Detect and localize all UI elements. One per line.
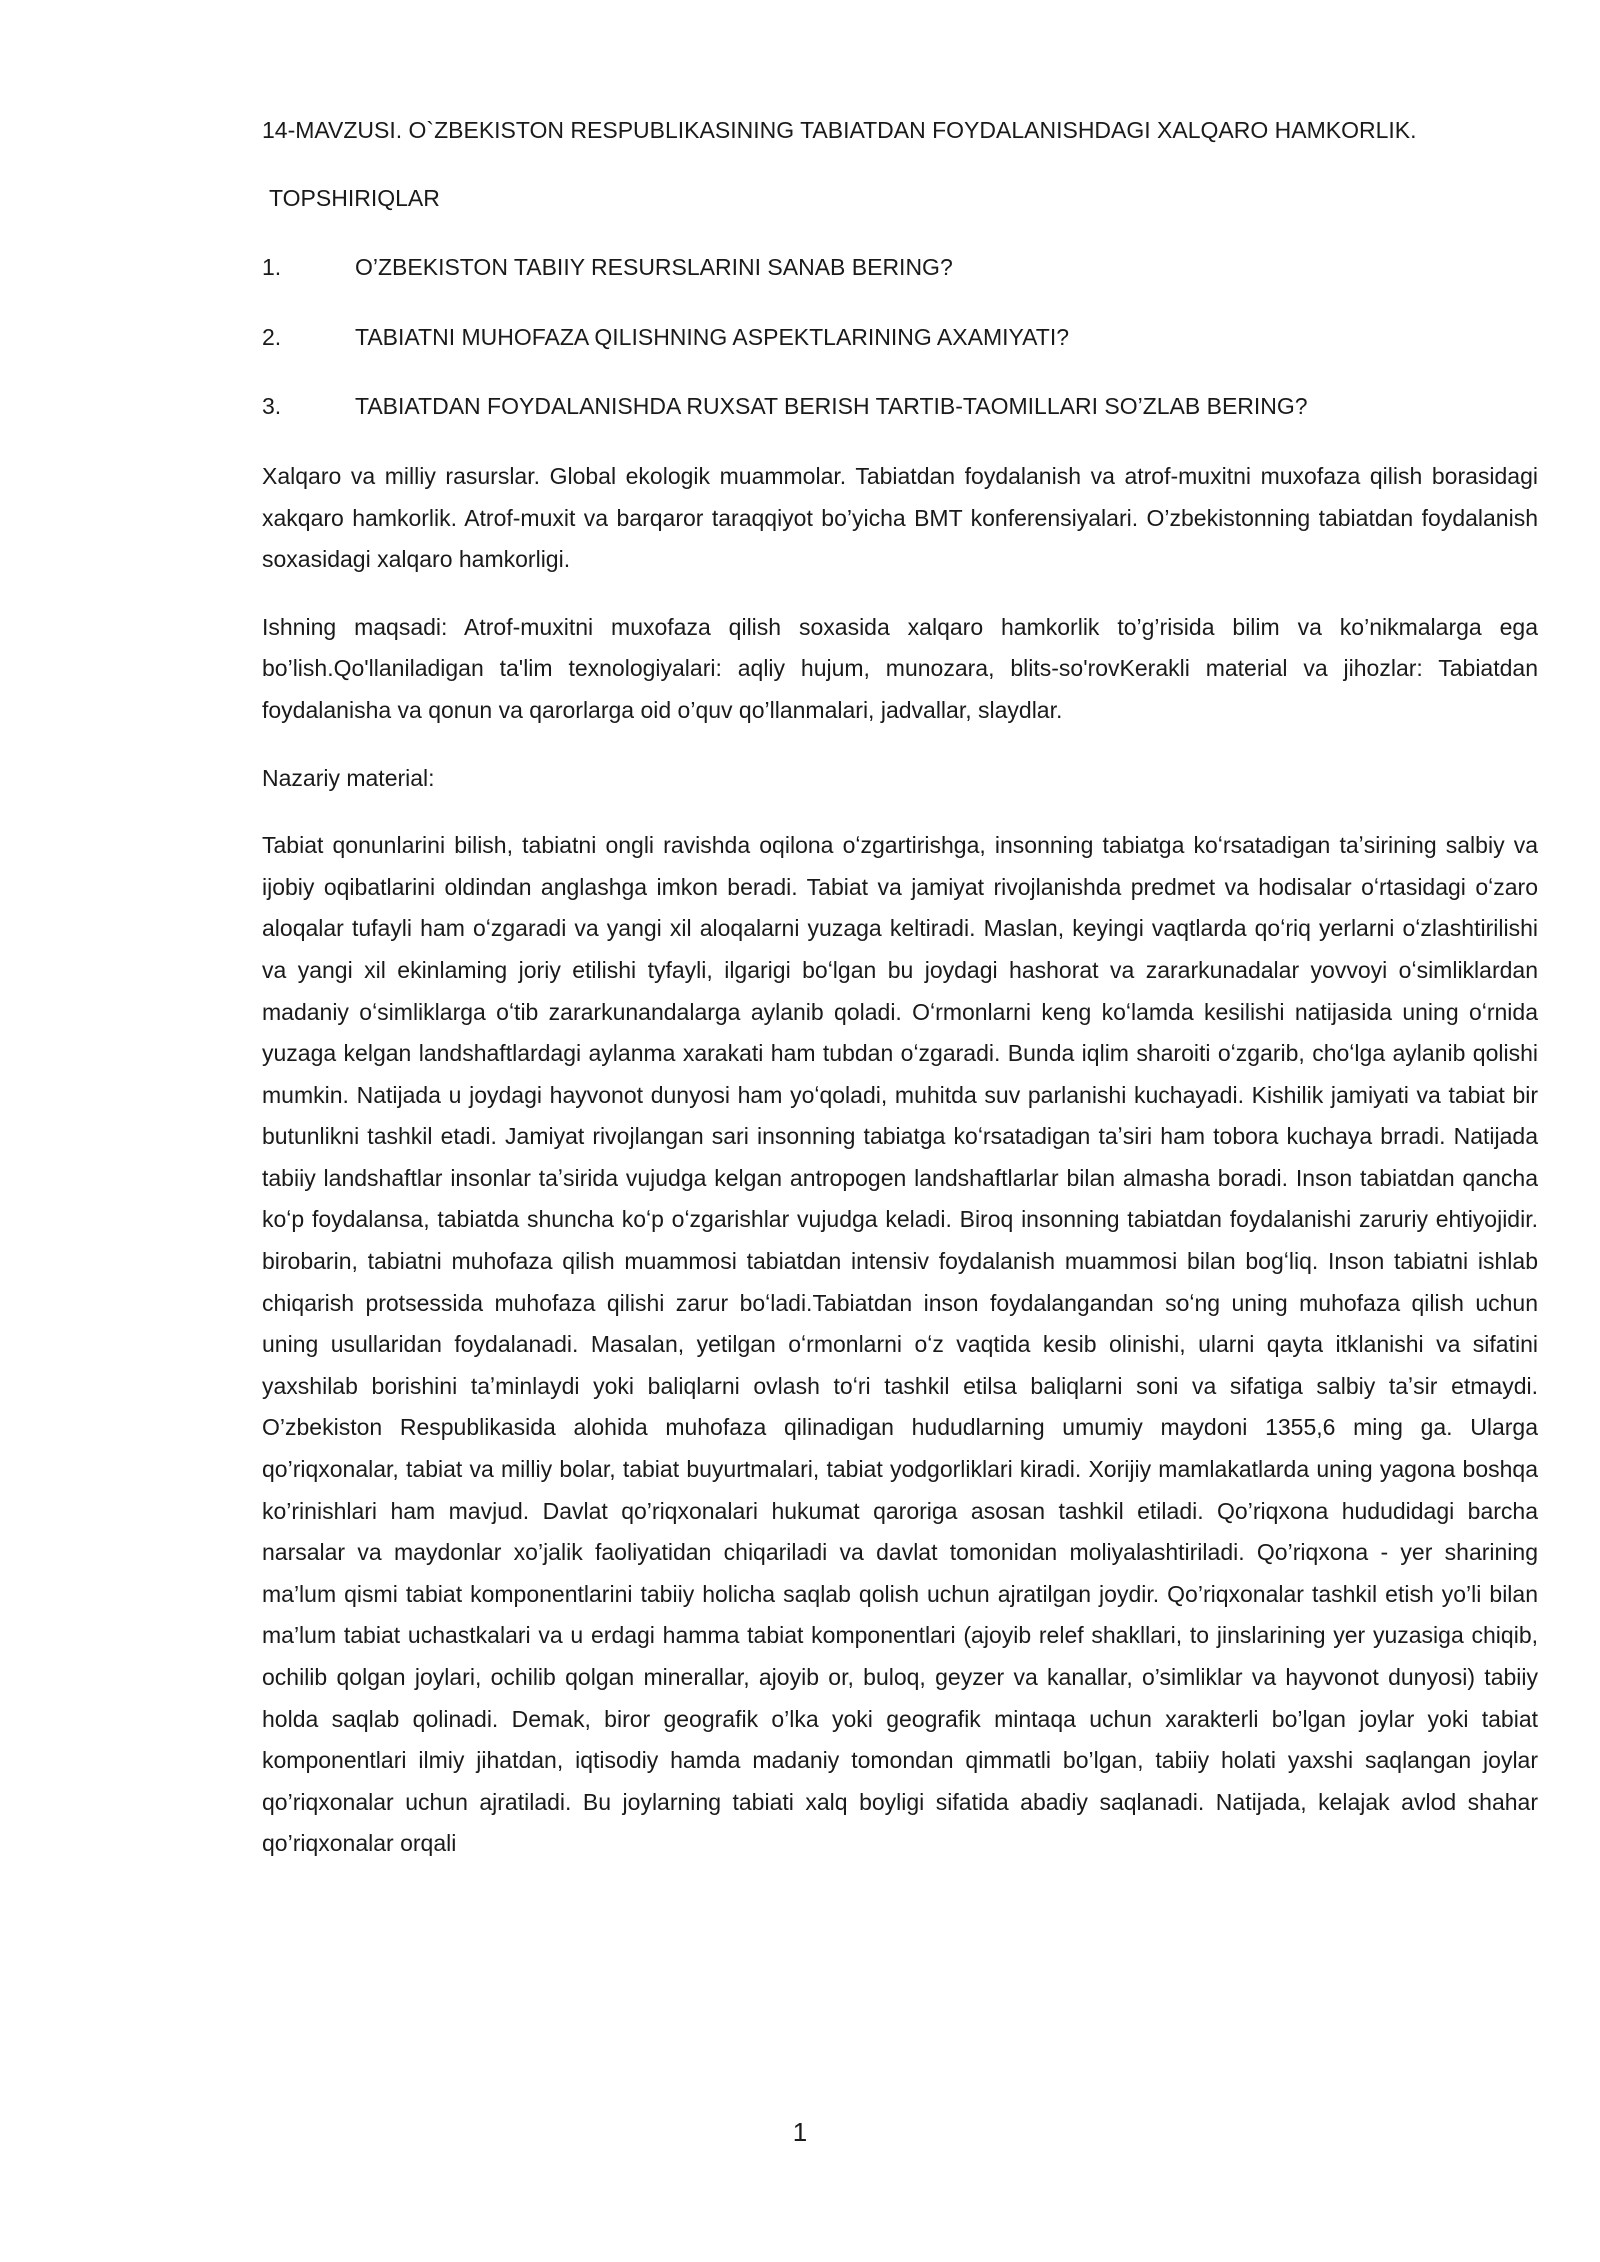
task-number: 1. [262,254,282,281]
task-number: 2. [262,323,282,350]
task-list [262,247,1538,428]
task-number: 3. [262,393,282,420]
section-heading-tasks: TOPSHIRIQLAR [269,184,440,211]
task-text: O’ZBEKISTON TABIIY RESURSLARINI SANAB BERING? [355,254,953,281]
document-page [262,110,1538,1891]
intro-paragraph: Xalqaro va milliy rasurslar. Global ekologik muammolar. Tabiatdan foydalanish va atrof-muxitni muxofaza qilish borasidagi xakqaro hamkorlik. Atrof-muxit va barqaror taraqqiyot bo’yicha BMT konferensiyalari. O’zbekistonning tabiatdan foydalanish soxasidagi xalqaro hamkorligi. [262,462,1538,573]
list-item [262,386,1538,428]
theory-heading: Nazariy material: [262,764,435,791]
theory-body-paragraph: Tabiat qonunlarini bilish, tabiatni ongli ravishda oqilona oʻzgartirishga, insonning tabiatga koʻrsatadigan taʼsirining salbiy va ijobiy oqibatlarini oldindan anglashga imkon beradi. Tabiat va jamiyat rivojlanishda predmet va hodisalar oʻrtasidagi oʻzaro aloqalar tufayli ham oʻzgaradi va yangi xil aloqalarni yuzaga keltiradi. Maslan, keyingi vaqtlarda qoʻriq yerlarni oʻzlashtirilishi va yangi xil ekinlaming joriy etilishi tyfayli, ilgarigi boʻlgan bu joydagi hashorat va zararkunadalar yovvoyi oʻsimliklardan madaniy oʻsimliklarga oʻtib zararkunandalarga aylanib qoladi. Oʻrmonlarni keng koʻlamda kesilishi natijasida uning oʻrnida yuzaga kelgan landshaftlardagi aylanma xarakati ham tubdan oʻzgaradi. Bunda iqlim sharoiti oʻzgarib, choʻlga aylanib qolishi mumkin. Natijada u joydagi hayvonot dunyosi ham yoʻqoladi, muhitda suv parlanishi kuchayadi. Kishilik jamiyati va tabiat bir butunlikni tashkil etadi. Jamiyat rivojlangan sari insonning tabiatga koʻrsatadigan taʼsiri ham tobora kuchaya brradi. Natijada tabiiy landshaftlar insonlar taʼsirida vujudga kelgan antropogen landshaftlarlar bilan almasha boradi. Inson tabiatdan qancha koʻp foydalansa, tabiatda shuncha koʻp oʻzgarishlar vujudga keladi. Biroq insonning tabiatdan foydalanishi zaruriy ehtiyojidir. birobarin, tabiatni muhofaza qilish muammosi tabiatdan intensiv foydalanish muammosi bilan bogʻliq. Inson tabiatni ishlab chiqarish protsessida muhofaza qilishi zarur boʻladi.Tabiatdan inson foydalangandan soʻng uning muhofaza qilish uchun uning usullaridan foydalanadi. Masalan, yetilgan oʻrmonlarni oʻz vaqtida kesib olinishi, ularni qayta itklanishi va sifatini yaxshilab borishini taʼminlaydi yoki baliqlarni ovlash toʻri tashkil etilsa baliqlarni soni va sifatiga salbiy taʼsir etmaydi. O’zbekiston Respublikasida alohida muhofaza qilinadigan hududlarning umumiy maydoni 1355,6 ming ga. Ularga qo’riqxonalar, tabiat va milliy bolar, tabiat buyurtmalari, tabiat yodgorliklari kiradi. Xorijiy mamlakatlarda uning yagona boshqa ko’rinishlari ham mavjud. Davlat qo’riqxonalari hukumat qaroriga asosan tashkil etiladi. Qo’riqxona hududidagi barcha narsalar va maydonlar xo’jalik faoliyatidan chiqariladi va davlat tomonidan moliyalashtiriladi. Qo’riqxona - yer sharining ma’lum qismi tabiat komponentlarini tabiiy holicha saqlab qolish uchun ajratilgan joydir. Qo’riqxonalar tashkil etish yo’li bilan ma’lum tabiat uchastkalari va u erdagi hamma tabiat komponentlari (ajoyib relef shakllari, to jinslarining yer yuzasiga chiqib, ochilib qolgan joylari, ochilib qolgan minerallar, ajoyib or, buloq, geyzer va kanallar, o’simliklar va hayvonot dunyosi) tabiiy holda saqlab qolinadi. Demak, biror geografik o’lka yoki geografik mintaqa uchun xarakterli bo’lgan joylar yoki tabiat komponentlari ilmiy jihatdan, iqtisodiy hamda madaniy tomondan qimmatli bo’lgan, tabiiy holati yaxshi saqlangan joylar qo’riqxonalar uchun ajratiladi. Bu joylarning tabiati xalq boyligi sifatida abadiy saqlanadi. Natijada, kelajak avlod shahar qo’riqxonalar orqali [262,832,1538,1857]
task-text: TABIATNI MUHOFAZA QILISHNING ASPEKTLARINING AXAMIYATI? [355,323,1069,350]
document-title: 14-MAVZUSI. O`ZBEKISTON RESPUBLIKASINING TABIATDAN FOYDALANISHDAGI XALQARO HAMKORLIK. [262,117,1417,143]
page-number: 1 [792,2117,808,2147]
goal-paragraph: Ishning maqsadi: Atrof-muxitni muxofaza qilish soxasida xalqaro hamkorlik to’g’risida bilim va ko’nikmalarga ega bo’lish.Qo'llaniladigan ta'lim texnologiyalari: aqliy hujum, munozara, blits-so'rovKerakli material va jihozlar: Tabiatdan foydalanisha va qonun va qarorlarga oid o’quv qo’llanmalari, jadvallar, slaydlar. [262,613,1538,723]
list-item [262,247,1538,289]
task-text: TABIATDAN FOYDALANISHDA RUXSAT BERISH TARTIB-TAOMILLARI SO’ZLAB BERING? [355,393,1308,420]
list-item [262,317,1538,359]
